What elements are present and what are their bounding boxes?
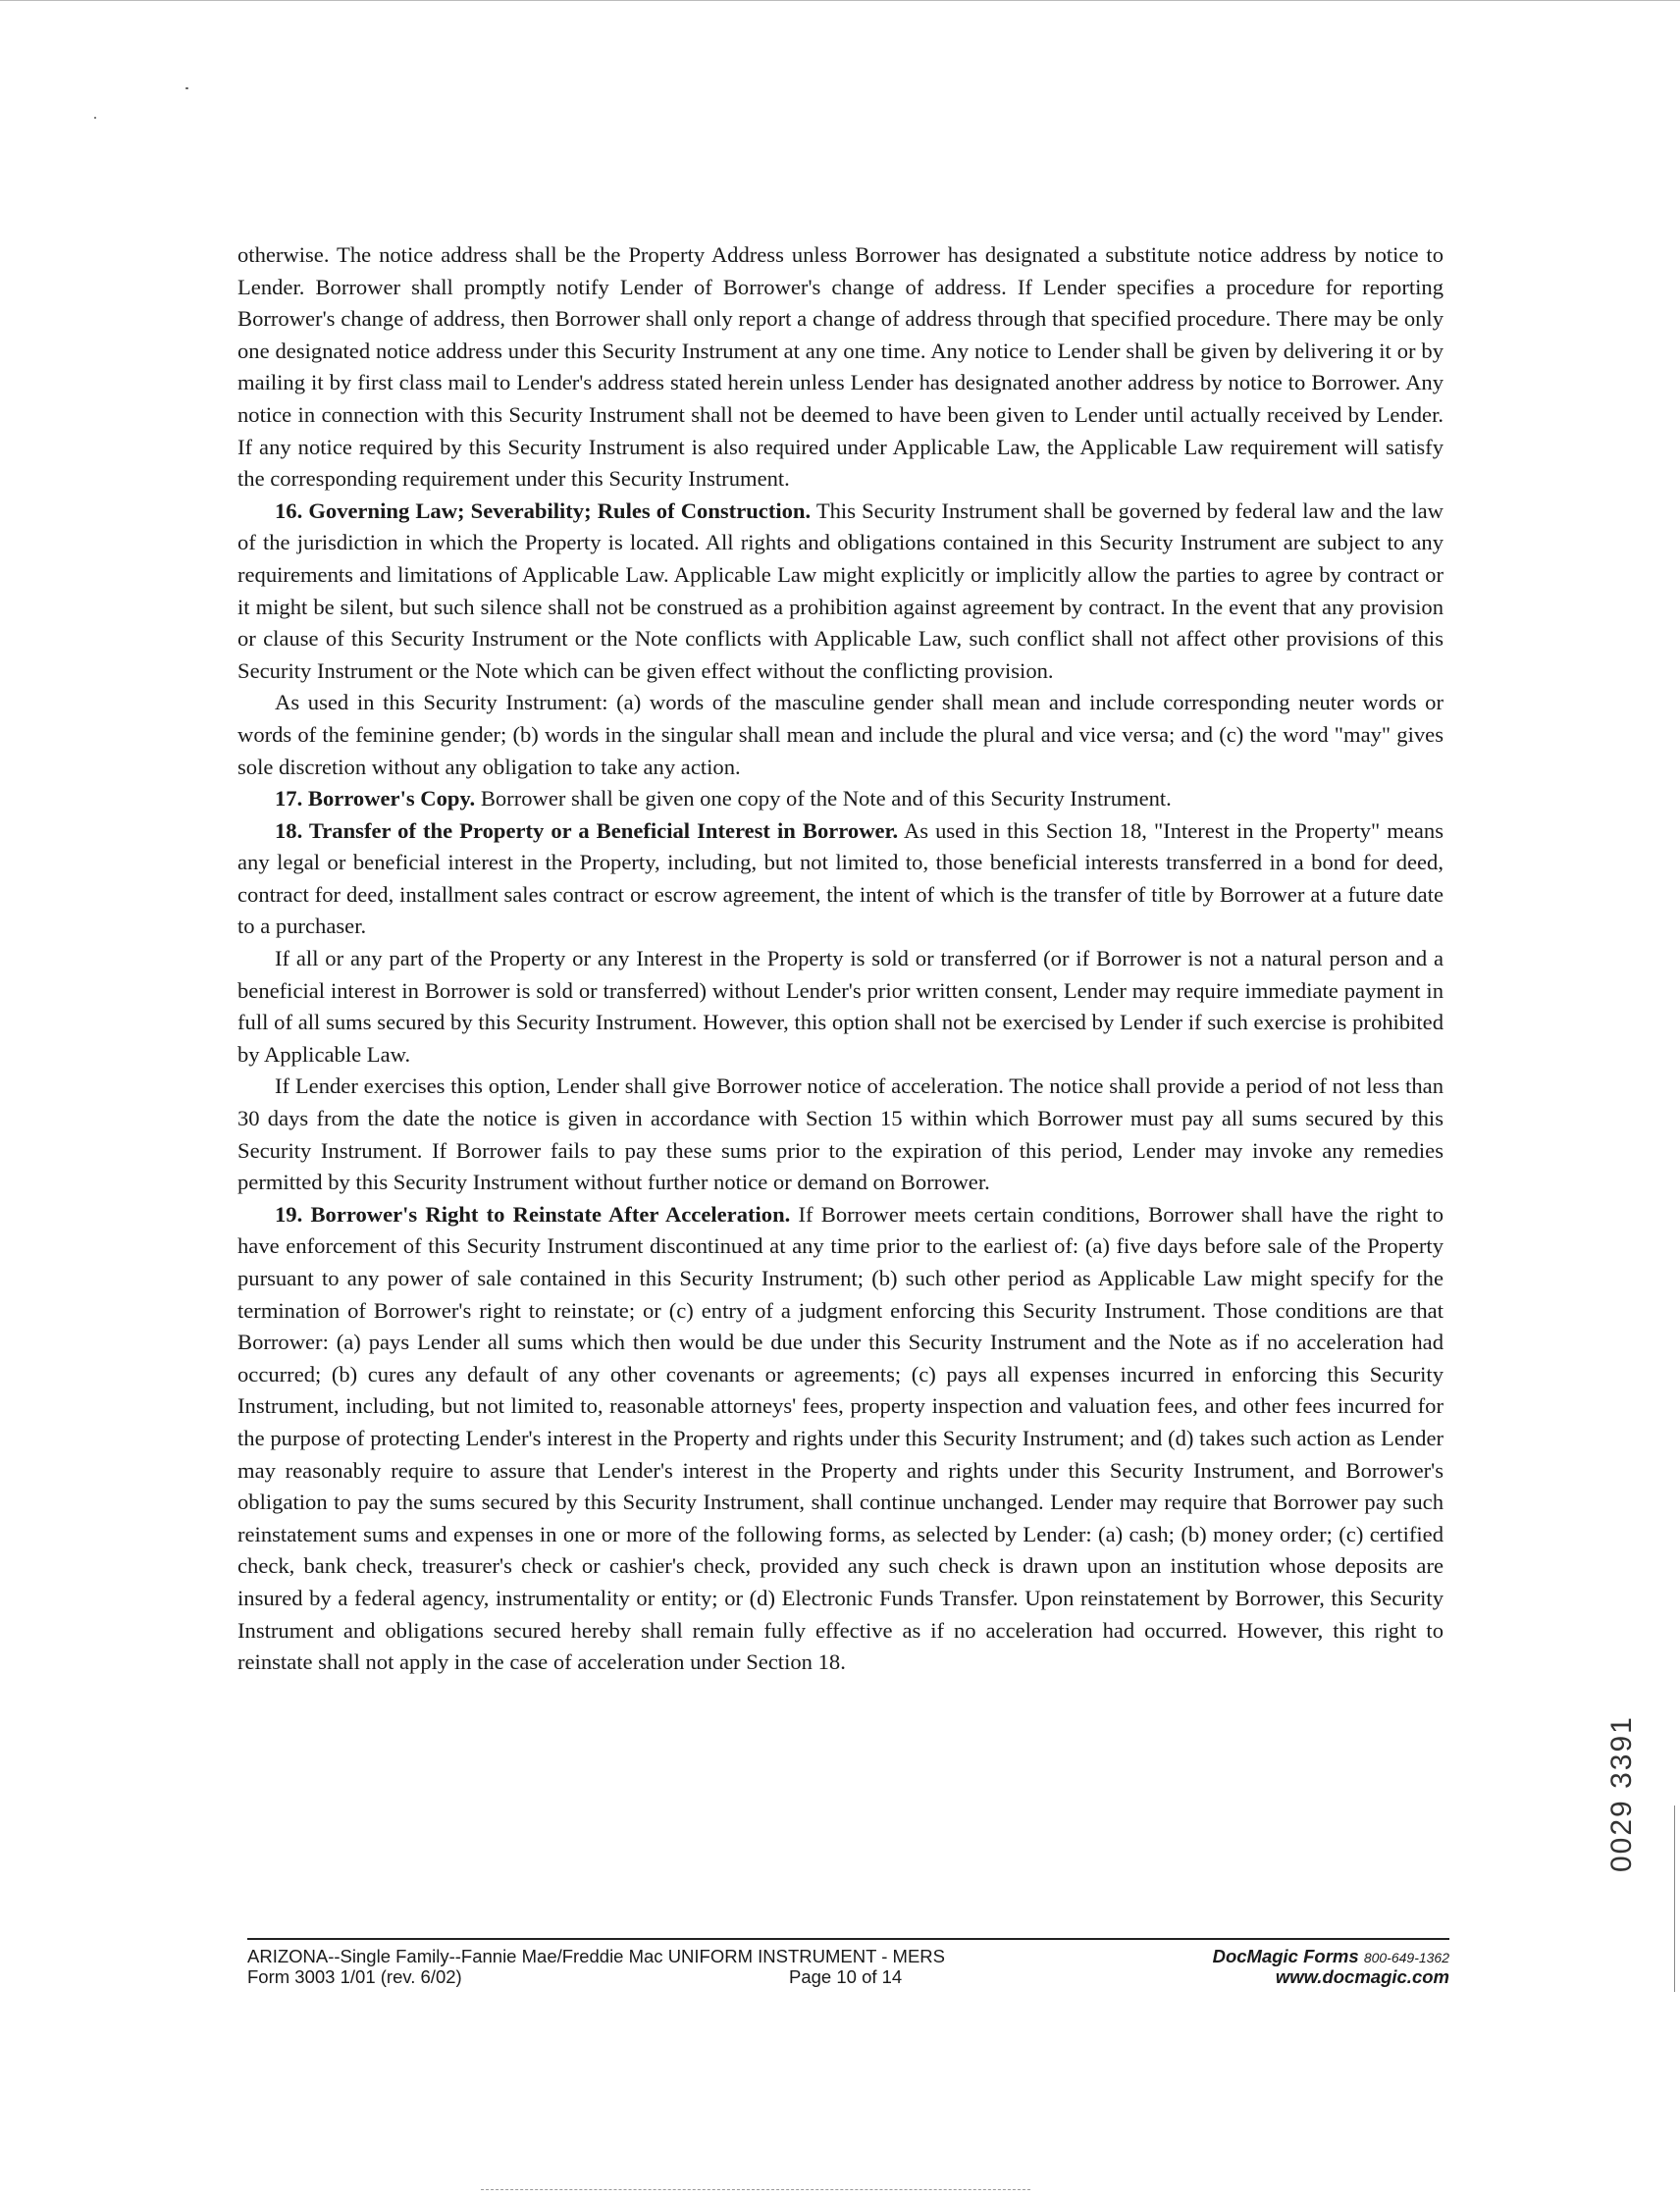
section-19-heading: 19. Borrower's Right to Reinstate After Acceleration. (275, 1201, 791, 1227)
section-18-heading: 18. Transfer of the Property or a Beneficial Interest in Borrower. (275, 817, 899, 843)
docmagic-logo (1213, 1946, 1449, 1968)
paragraph (237, 687, 1444, 783)
section-16-heading: 16. Governing Law; Severability; Rules of Construction. (275, 497, 812, 523)
brand-name: DocMagic (1212, 1946, 1298, 1966)
paragraph-text: As used in this Section 18, "Interest in the Property" means any legal or beneficial interest in the Property, including, but not limited to, those beneficial interests transferred in a bond for deed, contract for deed, installment sales contract or escrow agreement, the intent of which is the transfer of title by Borrower at a future date to a purchaser. (237, 817, 1444, 939)
brand-forms: Forms (1303, 1946, 1359, 1966)
paragraph-text: If Lender exercises this option, Lender shall give Borrower notice of acceleration. The notice shall provide a period of not less than 30 days from the date the notice is given in accordance with Section 15 within which Borrower must pay all sums secured by this Security Instrument. If Borrower fails to pay these sums prior to the expiration of this period, Lender may invoke any remedies permitted by this Security Instrument without further notice or demand on Borrower. (237, 1073, 1444, 1195)
section-16-paragraph (237, 496, 1444, 688)
paragraph (237, 943, 1444, 1071)
footer-rule (247, 1938, 1449, 1940)
side-stamp-number: 0029 3391 (1605, 1715, 1638, 1872)
paragraph (237, 1071, 1444, 1198)
scan-edge-top (0, 0, 1680, 1)
page-number: Page 10 of 14 (789, 1966, 903, 1987)
paragraph-text: otherwise. The notice address shall be the Property Address unless Borrower has designated a substitute notice address by notice to Lender. Borrower shall promptly notify Lender of Borrower's change of address. If Lender specifies a procedure for reporting Borrower's change of address, then Borrower shall only report a change of address through that specified procedure. There may be only one designated notice address under this Security Instrument at any one time. Any notice to Lender shall be given by delivering it or by mailing it by first class mail to Lender's address stated herein unless Lender has designated another address by notice to Borrower. Any notice in connection with this Security Instrument shall not be deemed to have been given to Lender until actually received by Lender. If any notice required by this Security Instrument is also required under Applicable Law, the Applicable Law requirement will satisfy the corresponding requirement under this Security Instrument. (237, 242, 1444, 492)
paragraph-text: As used in this Security Instrument: (a) words of the masculine gender shall mean and include corresponding neuter words or words of the feminine gender; (b) words in the singular shall mean and include the plural and vice versa; and (c) the word "may" gives sole discretion without any obligation to take any action. (237, 690, 1444, 779)
paragraph-text: Borrower shall be given one copy of the Note and of this Security Instrument. (475, 786, 1172, 811)
section-17-heading: 17. Borrower's Copy. (275, 786, 476, 811)
scan-right-edge (1674, 1806, 1675, 1992)
scan-speck (94, 117, 96, 119)
form-number: Form 3003 1/01 (rev. 6/02) (247, 1966, 462, 1987)
section-18-paragraph (237, 815, 1444, 943)
section-17-paragraph (237, 783, 1444, 815)
paragraph-text: If all or any part of the Property or any Interest in the Property is sold or transferred (or if Borrower is not a natural person and a beneficial interest in Borrower is sold or transferred) without Lender's prior written consent, Lender may require immediate payment in full of all sums secured by this Security Instrument. However, this option shall not be exercised by Lender if such exercise is prohibited by Applicable Law. (237, 946, 1444, 1067)
paragraph (237, 239, 1444, 496)
scan-speck (185, 87, 188, 89)
paragraph-text: If Borrower meets certain conditions, Borrower shall have the right to have enforcement of this Security Instrument discontinued at any time prior to the earliest of: (a) five days before sale of the Property pursuant to any power of sale contained in this Security Instrument; (b) such other period as Applicable Law might specify for the termination of Borrower's right to reinstate; or (c) entry of a judgment enforcing this Security Instrument. Those conditions are that Borrower: (a) pays Lender all sums which then would be due under this Security Instrument and the Note as if no acceleration had occurred; (b) cures any default of any other covenants or agreements; (c) pays all expenses incurred in enforcing this Security Instrument, including, but not limited to, reasonable attorneys' fees, property inspection and valuation fees, and other fees incurred for the purpose of protecting Lender's interest in the Property and rights under this Security Instrument; and (d) takes such action as Lender may reasonably require to assure that Lender's interest in the Property and rights under this Security Instrument, and Borrower's obligation to pay the sums secured by this Security Instrument, shall continue unchanged. Lender may require that Borrower pay such reinstatement sums and expenses in one or more of the following forms, as selected by Lender: (a) cash; (b) money order; (c) certified check, bank check, treasurer's check or cashier's check, provided any such check is drawn upon an institution whose deposits are insured by a federal agency, instrumentality or entity; or (d) Electronic Funds Transfer. Upon reinstatement by Borrower, this Security Instrument and obligations secured hereby shall remain fully effective as if no acceleration had occurred. However, this right to reinstate shall not apply in the case of acceleration under Section 18. (237, 1201, 1444, 1675)
form-title: ARIZONA--Single Family--Fannie Mae/Freddie Mac UNIFORM INSTRUMENT - MERS (247, 1946, 945, 1966)
scan-bottom-edge (481, 2189, 1030, 2190)
page-footer (247, 1946, 1449, 1987)
document-body (237, 239, 1444, 1679)
footer-row-2 (247, 1966, 1449, 1987)
section-19-paragraph (237, 1199, 1444, 1679)
paragraph-text: This Security Instrument shall be governed by federal law and the law of the jurisdiction in which the Property is located. All rights and obligations contained in this Security Instrument are subject to any requirements and limitations of Applicable Law. Applicable Law might explicitly or implicitly allow the parties to agree by contract or it might be silent, but such silence shall not be construed as a prohibition against agreement by contract. In the event that any provision or clause of this Security Instrument or the Note conflicts with Applicable Law, such conflict shall not affect other provisions of this Security Instrument or the Note which can be given effect without the conflicting provision. (237, 497, 1444, 683)
brand-phone: 800-649-1362 (1363, 1950, 1449, 1965)
footer-row-1 (247, 1946, 1449, 1966)
website-link[interactable]: www.docmagic.com (1275, 1966, 1449, 1987)
